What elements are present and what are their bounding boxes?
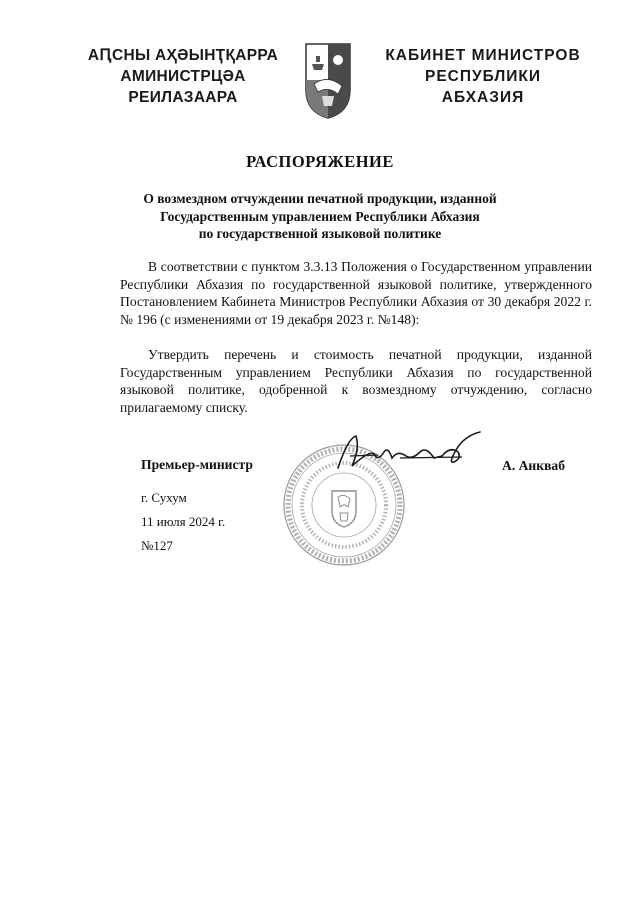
header-left bbox=[78, 45, 288, 108]
header-right-line2: РЕСПУБЛИКИ АБХАЗИЯ bbox=[424, 68, 542, 106]
document-place: г. Сухум bbox=[141, 490, 187, 505]
document-title-line3: по государственной языковой политике bbox=[198, 226, 442, 241]
header-left-line2: АМИНИСТРЦӘА РЕИЛАЗААРА bbox=[120, 68, 246, 106]
header-right bbox=[383, 45, 583, 108]
signer-name: А. Анкваб bbox=[502, 458, 566, 473]
document-type: РАСПОРЯЖЕНИЕ bbox=[246, 152, 394, 171]
paragraph-decision: Утвердить перечень и стоимость печатной продукции, изданной Государственным управлением Республики Абхазия по государственной языковой политике, одобренной к возмездному отчуждению, согласно прилагаемому списку. bbox=[120, 347, 592, 415]
document-date: 11 июля 2024 г. bbox=[141, 514, 226, 529]
document-title-line2: Государственным управлением Республики Абхазия bbox=[160, 208, 480, 224]
paragraph-basis: В соответствии с пунктом 3.3.13 Положения о Государственном управлении Республики Абхазия по государственной языковой политике, утвержденного Постановлением Кабинета Министров Республики Абхазия от 30 декабря 2022 г. № 196 (с изменениями от 19 декабря 2023 г. №148): bbox=[120, 259, 592, 327]
header-right-line1: КАБИНЕТ МИНИСТРОВ bbox=[385, 47, 581, 64]
document-title bbox=[80, 190, 560, 243]
header-left-line1: АԤСНЫ АҲӘЫНҬҚАРРА bbox=[87, 47, 279, 64]
coat-of-arms-icon bbox=[302, 40, 354, 120]
signer-title: Премьер-министр bbox=[141, 457, 253, 472]
document-number: №127 bbox=[141, 538, 173, 553]
document-title-line1: О возмездном отчуждении печатной продукции, изданной bbox=[143, 191, 497, 206]
handwritten-signature-icon bbox=[330, 428, 500, 476]
